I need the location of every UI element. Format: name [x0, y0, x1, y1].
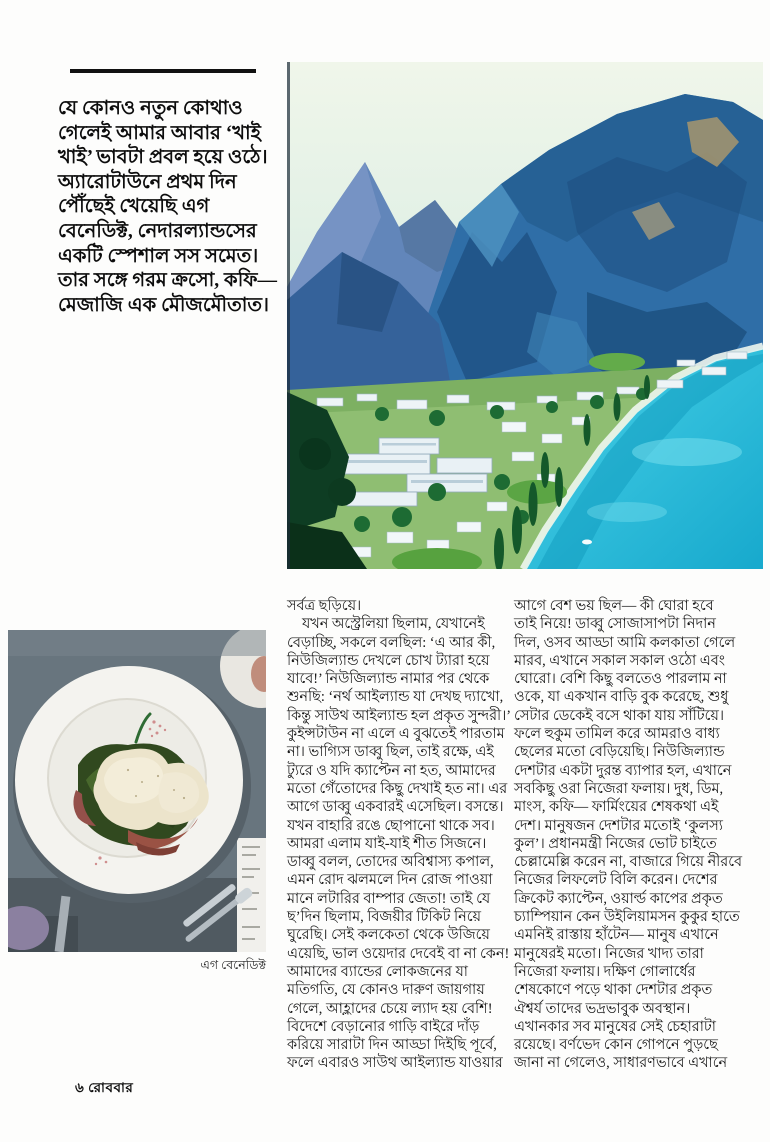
section-rule	[70, 69, 256, 73]
text-line: বেড়াচ্ছি, সকলে বলছিল: ‘এ আর কী,	[287, 634, 496, 651]
text-line: তাই নিয়ে! ডাব্বু সোজাসাপটা নিদান	[514, 616, 716, 633]
text-line: মাংস, কফি— ফার্মিংয়ের শেষকথা এই	[514, 799, 719, 816]
text-line: এমনিই রাস্তায় হাঁটেন— মানুষ এখানে	[514, 927, 719, 944]
text-line: না। ভাগ্যিস ডাব্বু ছিল, তাই রক্ষে, এই	[287, 744, 494, 761]
text-line: আগে বেশ ভয় ছিল— কী ঘোরা হবে	[514, 598, 714, 614]
text-line: মারব, এখানে সকাল সকাল ওঠো এবং	[514, 652, 725, 669]
text-line: রয়েছে। বর্ণভেদ কোন গোপনে পুড়ছে	[514, 1037, 718, 1054]
body-column-middle	[287, 597, 511, 1073]
text-line: ঐশ্বর্য তাদের ভদ্রভাবুক অবস্থান।	[514, 1000, 691, 1017]
text-line: ডাব্বু বলল, তোদের অবিশ্বাস্য কপাল,	[287, 854, 494, 871]
text-line: সবকিছু ওরা নিজেরা ফলায়। দুধ, ডিম,	[514, 780, 724, 797]
text-line: সেটার ডেকেই বসে থাকা যায় সাঁটিয়ে।	[514, 707, 725, 724]
text-line: একটি স্পেশাল সস সমেত।	[58, 245, 259, 267]
text-line: ঘোরো। বেশি কিছু বলতেও পারলাম না	[514, 671, 727, 688]
text-line: জানা না গেলেও, সাধারণভাবে এখানে	[514, 1055, 728, 1072]
text-line: দিল, ওসব আড্ডা আমি কলকাতা গেলে	[514, 634, 736, 651]
text-line: ফলে হুকুম তামিল করে আমরাও বাধ্য	[514, 726, 720, 743]
text-line: মতিগতি, যে কোনও দারুণ জায়গায়	[287, 982, 485, 999]
text-line: মতো গেঁতোদের কিছু দেখাই হত না। এর	[287, 780, 508, 797]
food-photo-caption: এগ বেনেডিক্ট	[200, 958, 266, 972]
text-line: সর্বত্র ছড়িয়ে।	[287, 598, 362, 614]
text-line: ছ’দিন ছিলাম, বিজয়ীর টিকিট নিয়ে	[287, 909, 481, 926]
text-line: আগে ডাব্বু একবারই এসেছিল। বসন্তে।	[287, 799, 504, 816]
text-line: এমন রোদ ঝলমলে দিন রোজ পাওয়া	[287, 872, 493, 889]
text-line: নিউজিল্যান্ড দেখলে চোখ ট্যারা হয়ে	[287, 652, 490, 669]
pull-quote	[58, 97, 283, 318]
text-line: ঘুরেছি। সেই কলকেতা থেকে উজিয়ে	[287, 927, 490, 944]
text-line: নিজের লিফলেট বিলি করেন। দেশের	[514, 872, 718, 889]
text-line: অ্যারোটাউনে প্রথম দিন	[58, 171, 237, 193]
text-line: তার সঙ্গে গরম ক্রসো, কফি—	[58, 270, 278, 292]
text-line: মেজাজি এক মৌজমৌতাত।	[58, 294, 269, 316]
text-line: মানুষেরই মতো। নিজের খাদ্য তারা	[514, 945, 704, 962]
text-line: ফলে এবারও সাউথ আইল্যান্ড যাওয়ার	[287, 1055, 503, 1072]
food-photo	[8, 630, 266, 952]
text-line: ওকে, যা একখান বাড়ি বুক করেছে, শুধু	[514, 689, 729, 706]
text-line: শুনছি: ‘নর্থ আইল্যান্ড যা দেখছ দ্যাখো,	[287, 689, 504, 706]
text-line: গেলেই আমার আবার ‘খাই	[58, 122, 261, 144]
text-line: চেল্লামেল্লি করেন না, বাজারে গিয়ে নীরবে	[514, 854, 742, 871]
text-line: বেনেডিক্ট, নেদারল্যান্ডসের	[58, 220, 257, 242]
text-line: যখন অস্ট্রেলিয়া ছিলাম, যেখানেই	[302, 616, 485, 633]
body-column-right	[514, 597, 754, 1073]
text-line: মানে লটারির বাম্পার জেতা! তাই যে	[287, 890, 491, 907]
text-line: কিন্তু সাউথ আইল্যান্ড হল প্রকৃত সুন্দরী।’	[287, 707, 512, 724]
text-line: কুইন্সটাউন না এলে এ বুঝতেই পারতাম	[287, 726, 505, 743]
text-line: দেশটার একটা দুরন্ত ব্যাপার হল, এখানে	[514, 762, 732, 779]
landscape-photo-art	[287, 62, 763, 569]
text-line: যাবে!’ নিউজিল্যান্ড নামার পর থেকে	[287, 671, 490, 688]
text-line: বিদেশে বেড়ানোর গাড়ি বাইরে দাঁড়	[287, 1018, 480, 1035]
text-line: দেশ। মানুষজন দেশটার মতোই ‘কুলস্য	[514, 817, 723, 834]
text-line: যখন বাহারি রঙে ছোপানো থাকে সব।	[287, 817, 495, 834]
text-line: ক্রিকেট ক্যাপ্টেন, ওয়ার্ল্ড কাপের প্রকৃত	[514, 890, 723, 907]
text-line: পৌঁছেই খেয়েছি এগ	[58, 196, 210, 218]
text-line: ট্যুরে ও যদি ক্যাপ্টেন না হত, আমাদের	[287, 762, 496, 779]
text-line: নিজেরা ফলায়। দক্ষিণ গোলার্ধের	[514, 963, 696, 980]
landscape-photo	[287, 62, 763, 569]
text-line: এখানকার সব মানুষের সেই চেহারাটা	[514, 1018, 716, 1035]
page-number-footer: ৬ রোববার	[75, 1080, 134, 1095]
text-line: করিয়ে সারাটা দিন আড্ডা দিইছি পূর্বে,	[287, 1037, 497, 1054]
text-line: খাই’ ভাবটা প্রবল হয়ে ওঠে।	[58, 147, 268, 169]
text-line: শেষকোণে পড়ে থাকা দেশটার প্রকৃত	[514, 982, 713, 999]
text-line: চ্যাম্পিয়ান কেন উইলিয়ামসন কুকুর হাতে	[514, 909, 740, 926]
text-line: গেলে, আহ্লাদের চেয়ে ল্যাদ হয় বেশি!	[287, 1000, 493, 1017]
text-line: যে কোনও নতুন কোথাও	[58, 98, 243, 119]
text-line: এয়েছি, ভাল ওয়েদার দেবেই বা না কেন!	[287, 945, 510, 962]
text-line: আমাদের ব্যান্ডের লোকজনের যা	[287, 963, 468, 980]
text-line: আমরা এলাম যাই-যাই শীত সিজনে।	[287, 835, 487, 852]
food-photo-art	[8, 630, 266, 952]
text-line: ছেলের মতো বেড়িয়েছি। নিউজিল্যান্ড	[514, 744, 725, 761]
text-line: কুল’। প্রধানমন্ত্রী নিজের ভোট চাইতে	[514, 835, 717, 852]
